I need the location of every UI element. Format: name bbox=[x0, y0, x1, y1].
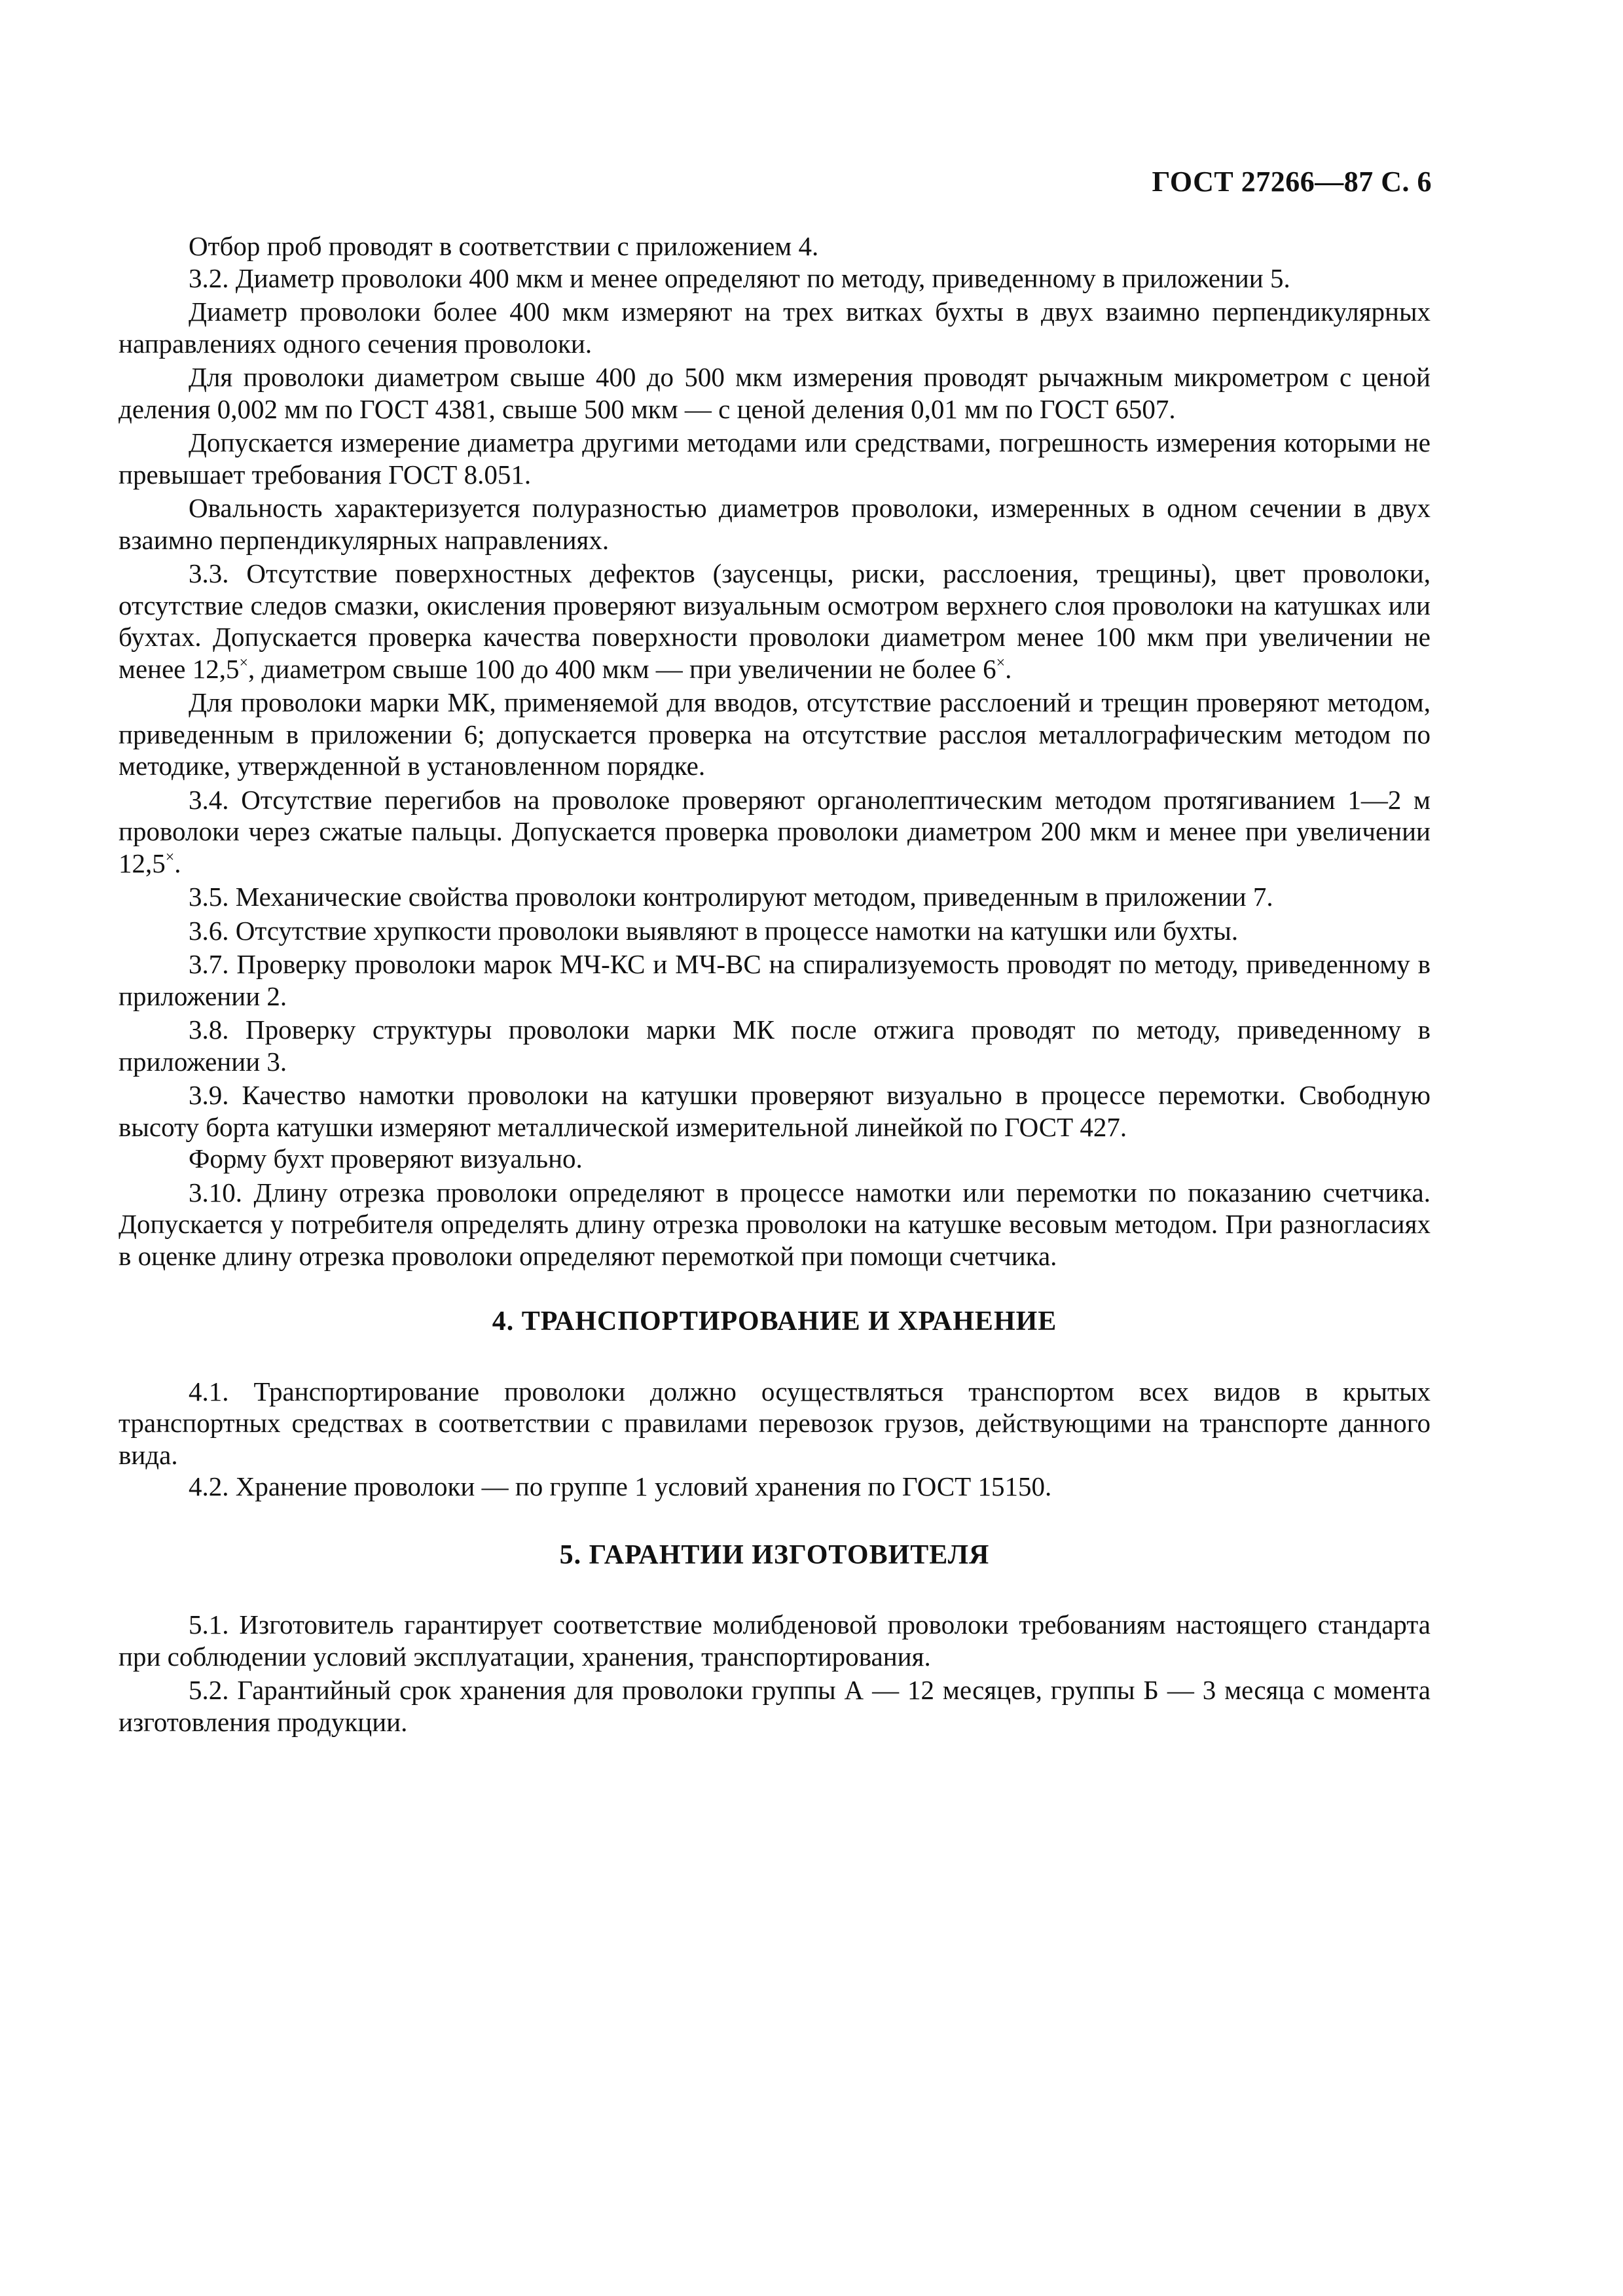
paragraph-3-4 bbox=[119, 784, 1431, 880]
magnification-sign: × bbox=[996, 654, 1006, 672]
section-4-title: 4. ТРАНСПОРТИРОВАНИЕ И ХРАНЕНИЕ bbox=[492, 1306, 1057, 1336]
paragraph-3-10: 3.10. Длину отрезка проволоки определяют в процессе намотки или перемотки по показанию счетчика. Допускается у потребителя определять длину отрезка проволоки на катушке весовым методом. При разногласиях в оценке длину отрезка проволоки определяют перемоткой при помощи счетчика. bbox=[119, 1177, 1431, 1271]
paragraph-coil-form: Форму бухт проверяют визуально. bbox=[189, 1143, 583, 1174]
magnification-sign: × bbox=[165, 848, 175, 866]
paragraph-3-3-part-c: . bbox=[1005, 653, 1012, 684]
paragraph-4-1: 4.1. Транспортирование проволоки должно осуществляться транспортом всех видов в крытых транспортных средствах в соответствии с правилами перевозок грузов, действующими на транспорте данного вида. bbox=[119, 1376, 1431, 1470]
paragraph-3-6: 3.6. Отсутствие хрупкости проволоки выявляют в процессе намотки на катушки или бухты. bbox=[189, 915, 1239, 946]
page-header: ГОСТ 27266—87 С. 6 bbox=[1152, 166, 1432, 198]
section-5-title: 5. ГАРАНТИИ ИЗГОТОВИТЕЛЯ bbox=[559, 1539, 990, 1570]
paragraph-3-3 bbox=[119, 558, 1431, 685]
document-body bbox=[119, 230, 1431, 1738]
paragraph-diameter-range: Для проволоки диаметром свыше 400 до 500 мкм измерения проводят рычажным микрометром с ценой деления 0,002 мм по ГОСТ 4381, свыше 500 мкм — с ценой деления 0,01 мм по ГОСТ 6507. bbox=[119, 362, 1431, 424]
paragraph-4-2: 4.2. Хранение проволоки — по группе 1 условий хранения по ГОСТ 15150. bbox=[189, 1471, 1052, 1501]
paragraph-3-4-part-b: . bbox=[174, 848, 181, 878]
paragraph-5-1: 5.1. Изготовитель гарантирует соответствие молибденовой проволоки требованиям настоящего стандарта при соблюдении условий эксплуатации, хранения, транспортирования. bbox=[119, 1609, 1431, 1672]
paragraph-other-methods: Допускается измерение диаметра другими методами или средствами, погрешность измерения которыми не превышает требования ГОСТ 8.051. bbox=[119, 427, 1431, 490]
paragraph-mk-wire: Для проволоки марки МК, применяемой для вводов, отсутствие расслоений и трещин проверяют методом, приведенным в приложении 6; допускается проверка на отсутствие расслоя металлографическим методом по методике, утвержденной в установленном порядке. bbox=[119, 687, 1431, 781]
paragraph-3-2: 3.2. Диаметр проволоки 400 мкм и менее определяют по методу, приведенному в приложении 5. bbox=[189, 262, 1290, 293]
paragraph-3-3-part-a: 3.3. Отсутствие поверхностных дефектов (заусенцы, риски, расслоения, трещины), цвет проволоки, отсутствие следов смазки, окисления проверяют визуальным осмотром верхнего слоя проволоки на катушках или бухтах. Допускается проверка качества поверхности проволоки диаметром менее 100 мкм при увеличении не менее 12,5 bbox=[119, 558, 1431, 684]
paragraph-sampling: Отбор проб проводят в соответствии с приложением 4. bbox=[189, 231, 819, 261]
paragraph-3-5: 3.5. Механические свойства проволоки контролируют методом, приведенным в приложении 7. bbox=[189, 882, 1273, 912]
paragraph-3-9: 3.9. Качество намотки проволоки на катушки проверяют визуально в процессе перемотки. Свободную высоту борта катушки измеряют металлической измерительной линейкой по ГОСТ 427. bbox=[119, 1080, 1431, 1142]
paragraph-3-8: 3.8. Проверку структуры проволоки марки МК после отжига проводят по методу, приведенному в приложении 3. bbox=[119, 1014, 1431, 1077]
paragraph-diameter-more-400: Диаметр проволоки более 400 мкм измеряют на трех витках бухты в двух взаимно перпендикулярных направлениях одного сечения проволоки. bbox=[119, 296, 1431, 359]
magnification-sign: × bbox=[239, 654, 249, 672]
paragraph-3-3-part-b: , диаметром свыше 100 до 400 мкм — при увеличении не более 6 bbox=[248, 653, 996, 684]
paragraph-5-2: 5.2. Гарантийный срок хранения для проволоки группы А — 12 месяцев, группы Б — 3 месяца с момента изготовления продукции. bbox=[119, 1675, 1431, 1737]
paragraph-ovality: Овальность характеризуется полуразностью диаметров проволоки, измеренных в одном сечении в двух взаимно перпендикулярных направлениях. bbox=[119, 493, 1431, 555]
paragraph-3-4-part-a: 3.4. Отсутствие перегибов на проволоке проверяют органолептическим методом протягиванием 1—2 м проволоки через сжатые пальцы. Допускается проверка проволоки диаметром 200 мкм и менее при увеличении 12,5 bbox=[119, 784, 1431, 878]
paragraph-3-7: 3.7. Проверку проволоки марок МЧ-КС и МЧ-ВС на спирализуемость проводят по методу, приведенному в приложении 2. bbox=[119, 949, 1431, 1011]
